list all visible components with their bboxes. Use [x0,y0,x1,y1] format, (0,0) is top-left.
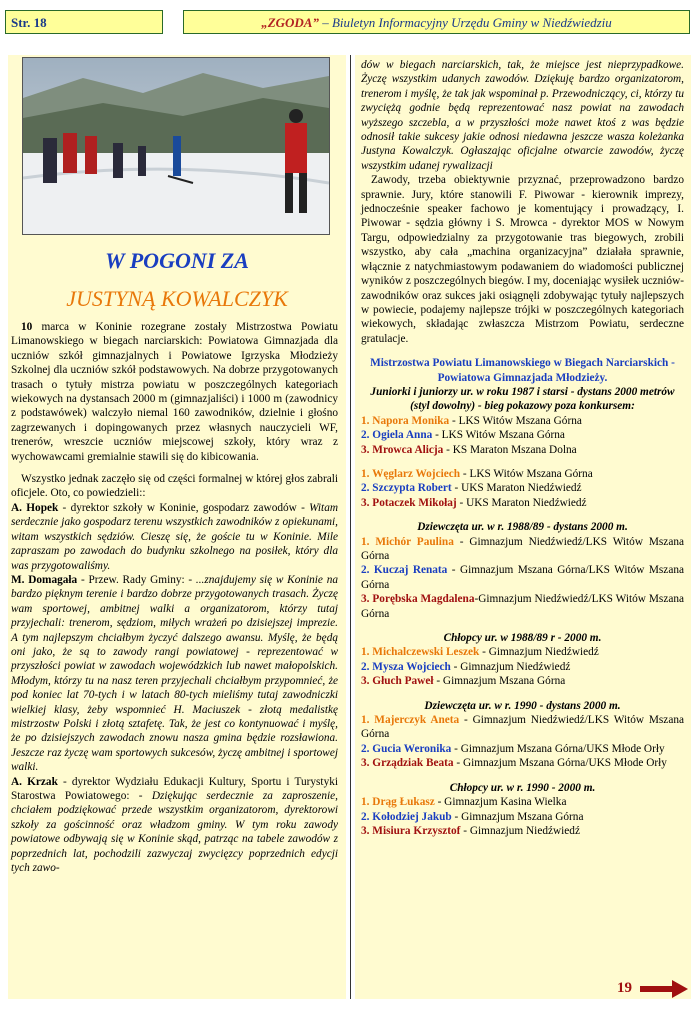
result-place: 1. [361,535,376,548]
result-row [361,742,684,756]
result-club: - Gimnazjum Kasina Wielka [434,796,567,809]
result-row [361,660,684,674]
result-club: - Gimnazjum Mszana Górna [451,810,584,823]
result-row [361,467,684,481]
result-place: 2. [361,482,373,495]
results-list-boys-1990 [361,795,684,838]
result-row [361,645,684,659]
next-page-number: 19 [617,980,632,996]
result-name: Napora Monika [372,414,450,427]
result-row [361,713,684,742]
result-row [361,428,684,442]
result-place: 3. [361,593,373,606]
category-juniors: Juniorki i juniorzy ur. w roku 1987 i starsi - dystans 2000 metrów (styl dowolny) - bieg pokazowy poza konkursem: [370,385,675,413]
result-club: - UKS Maraton Niedźwiedź [451,482,582,495]
result-place: 2. [361,564,374,577]
results-title: Mistrzostwa Powiatu Limanowskiego w Biegach Narciarskich - Powiatowa Gimnazjada Młodzieży. [370,357,675,384]
article-title-line1: W POGONI ZA [105,248,249,273]
result-place: 2. [361,429,373,442]
result-club: - Gimnazjum Niedźwiedź/LKS Witów Mszana Górna [361,714,684,741]
result-name: Porębska Magdalena [372,593,475,606]
left-text-column [11,320,338,875]
paragraph-officials: Wszystko jednak zaczęło się od części formalnej w której głos zabrali oficjele. Oto, co powiedzieli:: [11,473,338,500]
bulletin-name: „ZGODA” [261,15,319,30]
result-place: 3. [361,757,373,770]
result-row [361,795,684,809]
category-boys-1990: Chłopcy ur. w r. 1990 - 2000 m. [449,781,596,794]
result-place: 2. [361,660,373,673]
results-list-girls-1988 [361,535,684,621]
result-club: - Gimnazjum Mszana Górna [433,675,566,688]
result-name: Mysza Wojciech [372,660,451,673]
arrow-right-icon [640,980,688,998]
result-row [361,414,684,428]
result-row [361,535,684,564]
result-place: 3. [361,675,373,688]
result-row [361,674,684,688]
quote-krzak-continued: dów w biegach narciarskich, tak, że miejsce jest nieprzypadkowe. Życzę wszystkim udanych zawodów. Dziękuję bardzo organizatorom, trenerom i myślę, że tak jak wspominał p. Przewodniczący, ci, którzy tu zwyciężą godnie będą reprezentować nasz powiat na zawodach wyższego szczebla, a w przyszłości może nawet ktoś z was będzie odnosił takie sukcesy jakie odnosi niedawna jeszcze wasza koleżanka Justyna Kowalczyk. Ogłaszając oficjalne otwarcie zawodów, życzę wszystkim udanej rywalizacji [361,59,684,172]
result-place: 1. [361,646,373,659]
result-name: Ogiela Anna [372,429,433,442]
result-row [361,481,684,495]
quote-hopek: A. Hopek - dyrektor szkoły w Koninie, gospodarz zawodów - Witam serdecznie jako gospodarz terenu wszystkich zawodników z opiekunami, witam wszystkich sędziów. Cieszę się, że goście tu w Koninie. Mile zapraszam po zawodach do budynku szkolnego na posiłek, który dla was przygotowaliśmy. [11,501,338,572]
result-name: Kołodziej Jakub [372,810,452,823]
result-name: Szczypta Robert [372,482,452,495]
article-title-line2: JUSTYNĄ KOWALCZYK [66,286,288,311]
category-girls-1990: Dziewczęta ur. w r. 1990 - dystans 2000 m. [424,699,621,712]
result-name: Głuch Paweł [372,675,434,688]
result-row [361,810,684,824]
result-name: Michór Paulina [375,535,454,548]
result-club: - Gimnazjum Niedźwiedź [450,660,571,673]
results-list-boys-1988 [361,645,684,688]
right-text-column [361,58,684,838]
result-club: - LKS Witów Mszana Górna [460,467,593,480]
category-girls-1988: Dziewczęta ur. w r. 1988/89 - dystans 2000 m. [417,521,628,534]
result-row [361,443,684,457]
paragraph-organization: Zawody, trzeba obiektywnie przyznać, przeprowadzono bardzo sprawnie. Jury, które stanowili F. Piwowar - kierownik imprezy, jednocześnie speaker fachowo je komentujący i prowadzący, I. Piwowar - sędzia główny i S. Mrowca - dyrektor MOS w Nowym Targu, odpowiedzialny za przygotowanie tras biegowych, zrobili wszystko, aby cała „machina organizacyjna” działała sprawnie, włącznie z natychmiastowym podawaniem do wiadomości publicznej wyników z poszczególnych biegów. I my, doceniając wysiłek uczniów-zawodników oraz sukces jaki osiągnęli zdobywając tytuły najlepszych w powiecie, podajemy najlepsze trójki w poszczególnych kategoriach wiekowych, składając zwłaszcza Mistrzom Powiatu, serdeczne gratulacje. [361,174,684,345]
quote-krzak: A. Krzak - dyrektor Wydziału Edukacji Kultury, Sportu i Turystyki Starostwa Powiatowego: - Dziękując serdecznie za zaproszenie, chciałem podziękować przede wszystkim organizatorom, dyrektorowi szkoły za gościnność oraz władzom gminy. W tym roku zawody powiatowe odbywają się w Koninie skąd, patrząc na tabele zawodów z poprzednich lat, pochodzili zazwyczaj zwycięzcy poprzednich edycji tych zawo- [11,775,338,875]
result-place: 3. [361,824,373,837]
result-row [361,824,684,838]
result-row [361,592,684,621]
result-club: - Gimnazjum Niedźwiedź/LKS Witów Mszana Górna [361,535,685,562]
quote-domagala: M. Domagała - Przew. Rady Gminy: - ...znajdujemy się w Koninie na bardzo pięknym terenie i bardzo dobrze przygotowanych trasach. Życzę wam sportowej, ambitnej walki a organizatorom, którzy tutaj przyjechali: trenerom, sędziom, miłych wrażeń po dzisiejszej imprezie. A tym najlepszym chciałbym życzyć dalszego awansu. Myślę, że będą oni jako, że są to zawody rangi powiatowej - reprezentować w przyszłości powiat w zawodach wojewódzkich lub nawet małopolskich. Młodym, którzy tu na nasz teren przyjechali chciałbym przypomnieć, że pod koniec lat 70-tych i w latach 80-tych mieliśmy tutaj zawodniczki wielkiej klasy, żeby wspomnieć H. Maciuszek - złotą medalistkę mistrzostw Polski i złotą sztafetę. Tak, że jest co kontynuować i myślę, że po dzisiejszych zawodach znowu nasza gmina będzie rozsławiona. Jeszcze raz życzę wam sportowych sukcesów, życzę ambitnej i sportowej walki. [11,573,338,774]
intro-paragraph: 10 marca w Koninie rozegrane zostały Mistrzostwa Powiatu Limanowskiego w biegach narciarskich: Powiatowa Gimnazjada dla uczniów szkół gimnazjalnych i Powiatowe Igrzyska Młodzieży Szkolnej dla uczniów szkół podstawowych. Na dobrze przygotowanych trasach o tytuły mistrza powiatu w poszczególnych kategoriach wiekowych na dystansach 2000 m (gimnazjaliści) i 1000 m (zawodnicy z podstawówek) walczyło niemal 160 zawodników, dzielnie i głośno zagrzewanych i dopingowanych przez własnych nauczycieli WF, trenerów, wreszcie uczniów miejscowej szkoły, który wraz z wychowawcami gremialnie stawili się do kibicowania. [11,321,338,463]
result-name: Grządziak Beata [372,757,454,770]
result-club: - Gimnazjum Mszana Górna/UKS Młode Orły [451,742,665,755]
result-row [361,496,684,510]
result-name: Mrowca Alicja [372,443,444,456]
result-place: 1. [361,414,373,427]
result-name: Misiura Krzysztof [372,824,461,837]
result-name: Węglarz Wojciech [372,467,461,480]
result-name: Michalczewski Leszek [372,646,480,659]
result-club: - KS Maraton Mszana Dolna [443,443,577,456]
result-place: 2. [361,810,373,823]
result-row [361,563,684,592]
result-club: -Gimnazjum Niedźwiedź/LKS Witów Mszana Górna [361,593,685,620]
result-club: - LKS Witów Mszana Górna [432,429,565,442]
result-place: 3. [361,496,373,509]
result-name: Potaczek Mikołaj [372,496,457,509]
result-place: 1. [361,467,373,480]
category-boys-1988: Chłopcy ur. w 1988/89 r - 2000 m. [443,632,602,645]
result-club: - UKS Maraton Niedźwiedź [456,496,587,509]
bulletin-header [183,10,690,34]
result-club: - Gimnazjum Mszana Górna/LKS Witów Mszana Górna [361,564,685,591]
result-club: - LKS Witów Mszana Górna [449,414,582,427]
result-place: 2. [361,742,373,755]
result-name: Gucia Weronika [372,742,452,755]
result-row [361,756,684,770]
column-divider [350,55,351,999]
result-place: 1. [361,714,375,727]
result-club: - Gimnazjum Niedźwiedź [460,824,580,837]
bulletin-subtitle: – Biuletyn Informacyjny Urzędu Gminy w Niedźwiedziu [318,15,612,30]
result-name: Drąg Łukasz [372,796,435,809]
results-list-juniors-girls [361,414,684,457]
result-place: 1. [361,796,373,809]
results-list-juniors-boys [361,467,684,510]
page-number-label: Str. 18 [5,10,163,34]
ski-race-photo [22,57,330,235]
results-list-girls-1990 [361,713,684,771]
result-place: 3. [361,443,373,456]
result-club: - Gimnazjum Mszana Górna/UKS Młode Orły [453,757,667,770]
result-club: - Gimnazjum Niedźwiedź [479,646,599,659]
result-name: Kuczaj Renata [373,564,448,577]
result-name: Majerczyk Aneta [374,714,460,727]
